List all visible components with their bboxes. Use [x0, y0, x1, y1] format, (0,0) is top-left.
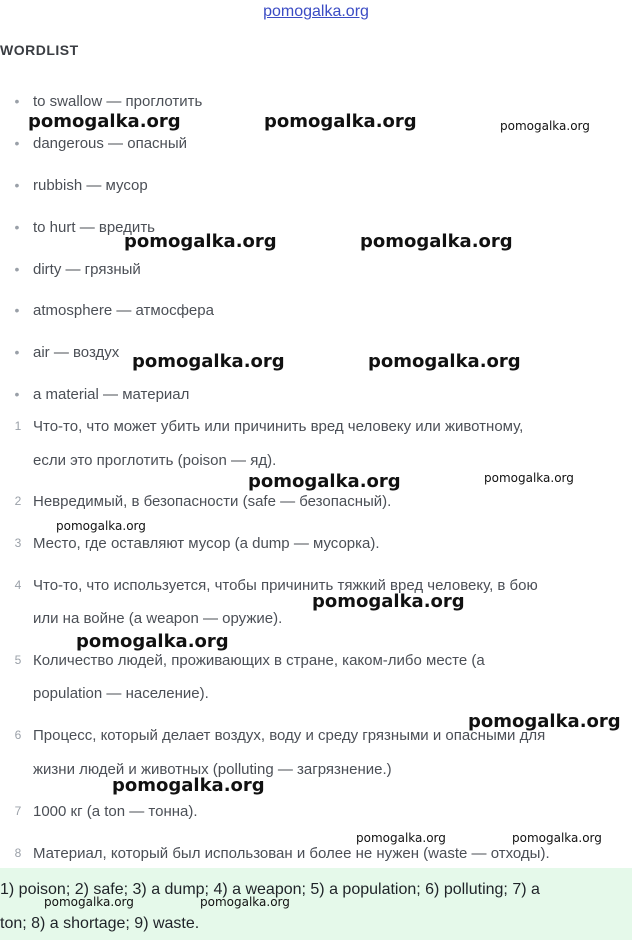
definition-line: или на войне (a weapon — оружие).	[33, 610, 283, 627]
definition-line: Невредимый, в безопасности (safe — безопасный).	[33, 493, 392, 510]
watermark: pomogalka.org	[500, 119, 590, 133]
watermark: pomogalka.org	[200, 895, 290, 909]
watermark: pomogalka.org	[132, 351, 285, 372]
item-number: 7	[14, 804, 22, 818]
bullet-icon: •	[14, 219, 20, 235]
watermark: pomogalka.org	[468, 711, 621, 732]
watermark: pomogalka.org	[44, 895, 134, 909]
watermark: pomogalka.org	[360, 231, 513, 252]
watermark: pomogalka.org	[368, 351, 521, 372]
item-number: 5	[14, 653, 22, 667]
item-number: 6	[14, 728, 22, 742]
watermark: pomogalka.org	[56, 519, 146, 533]
site-link[interactable]: pomogalka.org	[263, 3, 369, 20]
watermark: pomogalka.org	[512, 831, 602, 845]
definition-line: Место, где оставляют мусор (a dump — мусорка).	[33, 535, 380, 552]
bullet-icon: •	[14, 302, 20, 318]
answer-line: ton; 8) a shortage; 9) waste.	[0, 915, 200, 932]
word-entry: air — воздух	[33, 344, 120, 361]
watermark: pomogalka.org	[124, 231, 277, 252]
word-entry: dirty — грязный	[33, 261, 141, 278]
bullet-icon: •	[14, 344, 20, 360]
definition-line: Материал, который был использован и более не нужен (waste — отходы).	[33, 845, 550, 862]
definition-line: Процесс, который делает воздух, воду и среду грязными и опасными для	[33, 727, 546, 744]
wordlist-heading: WORDLIST	[0, 42, 79, 58]
bullet-icon: •	[14, 93, 20, 109]
watermark: pomogalka.org	[356, 831, 446, 845]
word-entry: rubbish — мусор	[33, 177, 148, 194]
definition-line: population — население).	[33, 685, 209, 702]
definition-line: 1000 кг (a ton — тонна).	[33, 803, 198, 820]
watermark: pomogalka.org	[312, 591, 465, 612]
watermark: pomogalka.org	[28, 111, 181, 132]
definition-line: Что-то, что используется, чтобы причинить тяжкий вред человеку, в бою	[33, 577, 538, 594]
item-number: 2	[14, 494, 22, 508]
word-entry: to hurt — вредить	[33, 219, 155, 236]
definition-line: Количество людей, проживающих в стране, каком-либо месте (a	[33, 652, 485, 669]
watermark: pomogalka.org	[248, 471, 401, 492]
watermark: pomogalka.org	[484, 471, 574, 485]
item-number: 1	[14, 419, 22, 433]
bullet-icon: •	[14, 135, 20, 151]
watermark: pomogalka.org	[264, 111, 417, 132]
bullet-icon: •	[14, 386, 20, 402]
word-entry: to swallow — проглотить	[33, 93, 203, 110]
definition-line: если это проглотить (poison — яд).	[33, 452, 277, 469]
definition-line: жизни людей и животных (polluting — загрязнение.)	[33, 761, 392, 778]
item-number: 8	[14, 846, 22, 860]
answer-line: 1) poison; 2) safe; 3) a dump; 4) a weapon; 5) a population; 6) polluting; 7) a	[0, 881, 540, 898]
word-entry: a material — материал	[33, 386, 190, 403]
bullet-icon: •	[14, 177, 20, 193]
bullet-icon: •	[14, 261, 20, 277]
item-number: 3	[14, 536, 22, 550]
definition-line: Что-то, что может убить или причинить вред человеку или животному,	[33, 418, 524, 435]
watermark: pomogalka.org	[112, 775, 265, 796]
watermark: pomogalka.org	[76, 631, 229, 652]
word-entry: atmosphere — атмосфера	[33, 302, 214, 319]
item-number: 4	[14, 578, 22, 592]
word-entry: dangerous — опасный	[33, 135, 187, 152]
